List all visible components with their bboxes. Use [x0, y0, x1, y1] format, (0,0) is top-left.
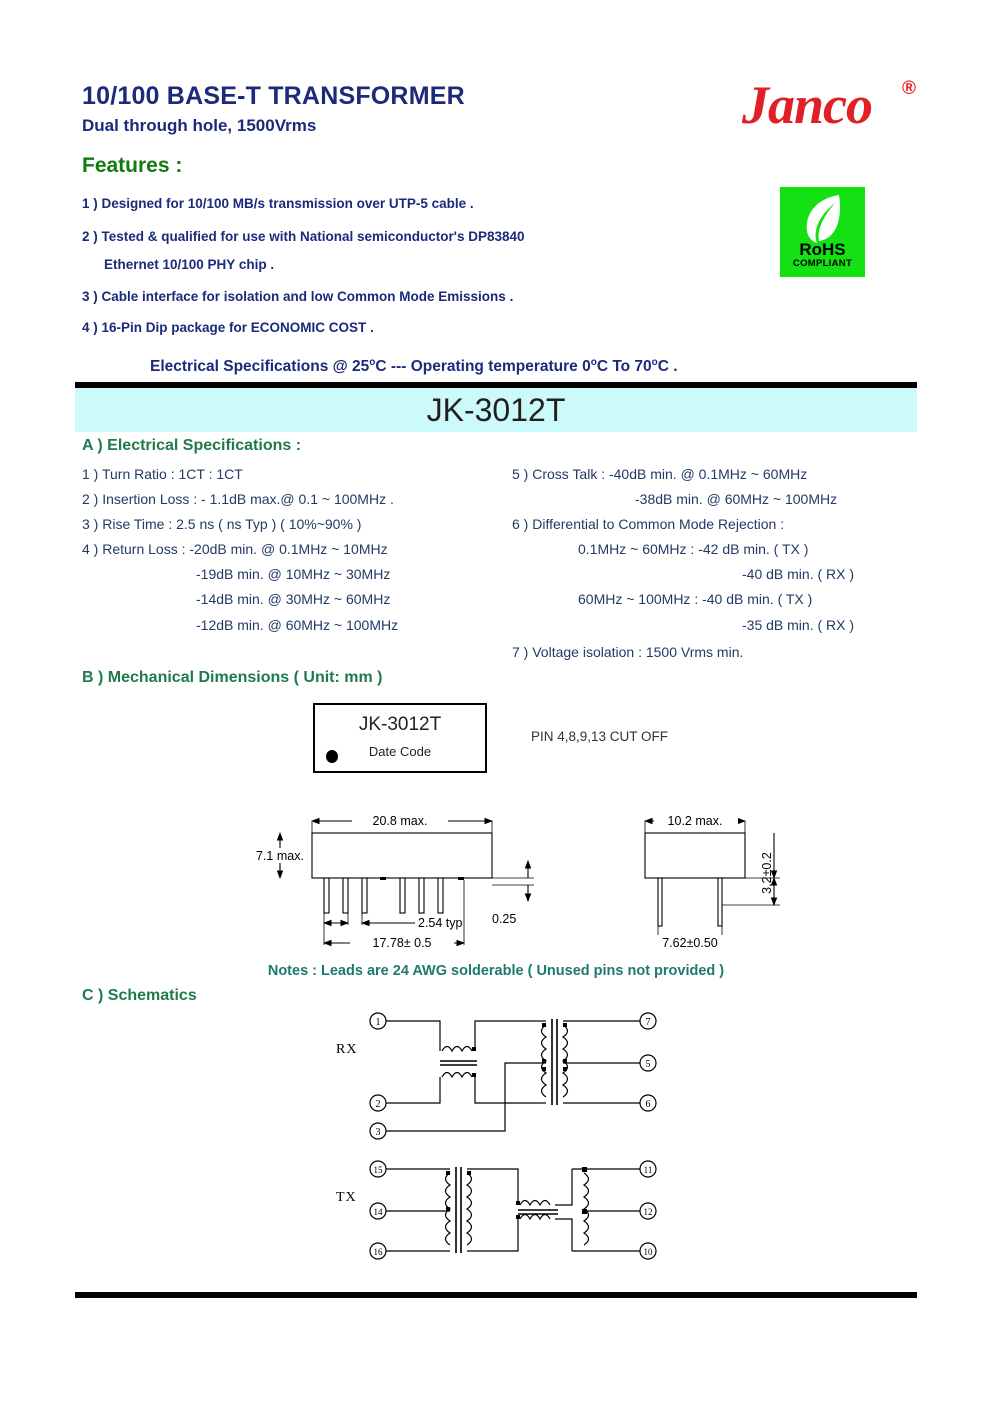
- spec-right-item: -40 dB min. ( RX ): [742, 566, 855, 582]
- spec-right-item: 7 ) Voltage isolation : 1500 Vrms min.: [512, 644, 744, 660]
- spec-right-item: 60MHz ~ 100MHz : -40 dB min. ( TX ): [578, 591, 813, 607]
- package-top-view: [313, 703, 487, 773]
- spec-left-item: 2 ) Insertion Loss : - 1.1dB max.@ 0.1 ~ 100MHz .: [82, 491, 394, 507]
- logo-wordmark: Janco: [742, 75, 872, 135]
- tx-pin-right: 12: [643, 1207, 653, 1217]
- tx-pin-left: 14: [373, 1207, 383, 1217]
- spec-left-item: -14dB min. @ 30MHz ~ 60MHz: [196, 591, 391, 607]
- cond-mid2: C To 70: [596, 358, 652, 376]
- spec-right-item: -35 dB min. ( RX ): [742, 617, 855, 633]
- cond-prefix: Electrical Specifications @ 25: [150, 358, 370, 376]
- spec-right-item: -38dB min. @ 60MHz ~ 100MHz: [635, 491, 838, 507]
- spec-left-item: 4 ) Return Loss : -20dB min. @ 0.1MHz ~ 10MHz: [82, 541, 388, 557]
- rx-pin-left: 3: [375, 1127, 381, 1138]
- schematic-diagrams: [330, 1005, 690, 1280]
- part-number: JK-3012T: [426, 392, 566, 428]
- dim-lead-span: 17.78± 0.5: [372, 936, 432, 950]
- package-marking-part-number: JK-3012T: [358, 714, 442, 735]
- spec-right-item: 6 ) Differential to Common Mode Rejection :: [512, 516, 785, 532]
- page-title: 10/100 BASE-T TRANSFORMER: [82, 82, 465, 110]
- cond-mid: C --- Operating temperature 0: [375, 358, 591, 376]
- dim-lead-thickness: 0.25: [492, 912, 517, 926]
- footer-divider: [75, 1292, 917, 1298]
- feature-item: 1 ) Designed for 10/100 MB/s transmission over UTP-5 cable .: [82, 196, 474, 211]
- degree-symbol-icon: o: [651, 357, 658, 368]
- section-c-heading: C ) Schematics: [82, 987, 197, 1004]
- cond-suffix: C .: [657, 358, 678, 376]
- rohs-label: RoHS: [799, 240, 846, 259]
- dim-lead-pitch: 2.54 typ: [418, 916, 463, 930]
- spec-left-item: 3 ) Rise Time : 2.5 ns ( ns Typ ) ( 10%~90% ): [82, 516, 362, 532]
- degree-symbol-icon: o: [369, 357, 376, 368]
- dim-front-height: 7.1 max.: [256, 849, 304, 863]
- rx-label: RX: [336, 1042, 358, 1057]
- spec-left-item: -12dB min. @ 60MHz ~ 100MHz: [196, 617, 399, 633]
- rohs-compliant-label: COMPLIANT: [792, 258, 853, 269]
- spec-right-item: 0.1MHz ~ 60MHz : -42 dB min. ( TX ): [578, 541, 809, 557]
- leaf-icon: [801, 193, 845, 245]
- operating-condition-line: [150, 357, 678, 376]
- page-subtitle: Dual through hole, 1500Vrms: [82, 116, 317, 135]
- dim-side-span: 7.62±0.50: [662, 936, 718, 950]
- spec-left-item: -19dB min. @ 10MHz ~ 30MHz: [196, 566, 391, 582]
- rx-pin-right: 6: [645, 1099, 651, 1110]
- dim-side-height: 3.2±0.2: [760, 852, 774, 894]
- spec-right-item: 5 ) Cross Talk : -40dB min. @ 0.1MHz ~ 60MHz: [512, 466, 808, 482]
- package-marking-date-code: Date Code: [368, 744, 432, 759]
- polarity-dot-icon: [326, 750, 338, 763]
- tx-pin-left: 16: [373, 1247, 383, 1257]
- tx-pin-right: 10: [643, 1247, 653, 1257]
- pin-cut-note: PIN 4,8,9,13 CUT OFF: [531, 729, 669, 744]
- feature-item: 3 ) Cable interface for isolation and low Common Mode Emissions .: [82, 289, 514, 304]
- dim-side-width: 10.2 max.: [667, 814, 723, 828]
- rx-pin-left: 2: [375, 1099, 381, 1110]
- features-heading: Features :: [82, 154, 183, 177]
- feature-item: 2 ) Tested & qualified for use with National semiconductor's DP83840: [82, 229, 525, 244]
- dim-front-width: 20.8 max.: [372, 814, 428, 828]
- degree-symbol-icon: o: [590, 357, 597, 368]
- spec-left-item: 1 ) Turn Ratio : 1CT : 1CT: [82, 466, 243, 482]
- feature-item-cont: Ethernet 10/100 PHY chip .: [104, 257, 275, 272]
- registered-trademark-icon: ®: [902, 78, 916, 99]
- rx-pin-right: 5: [645, 1059, 651, 1070]
- rx-pin-right: 7: [645, 1017, 651, 1028]
- mechanical-drawings: [240, 795, 810, 965]
- tx-pin-left: 15: [373, 1165, 383, 1175]
- rx-pin-left: 1: [375, 1017, 381, 1028]
- section-b-heading: B ) Mechanical Dimensions ( Unit: mm ): [82, 669, 383, 686]
- section-a-heading: A ) Electrical Specifications :: [82, 437, 302, 454]
- rohs-compliant-badge: [780, 187, 865, 277]
- feature-item: 4 ) 16-Pin Dip package for ECONOMIC COST .: [82, 320, 374, 335]
- tx-label: TX: [336, 1190, 357, 1205]
- mechanical-notes: Notes : Leads are 24 AWG solderable ( Unused pins not provided ): [267, 963, 725, 979]
- tx-pin-right: 11: [643, 1165, 653, 1175]
- janco-logo: [742, 76, 932, 138]
